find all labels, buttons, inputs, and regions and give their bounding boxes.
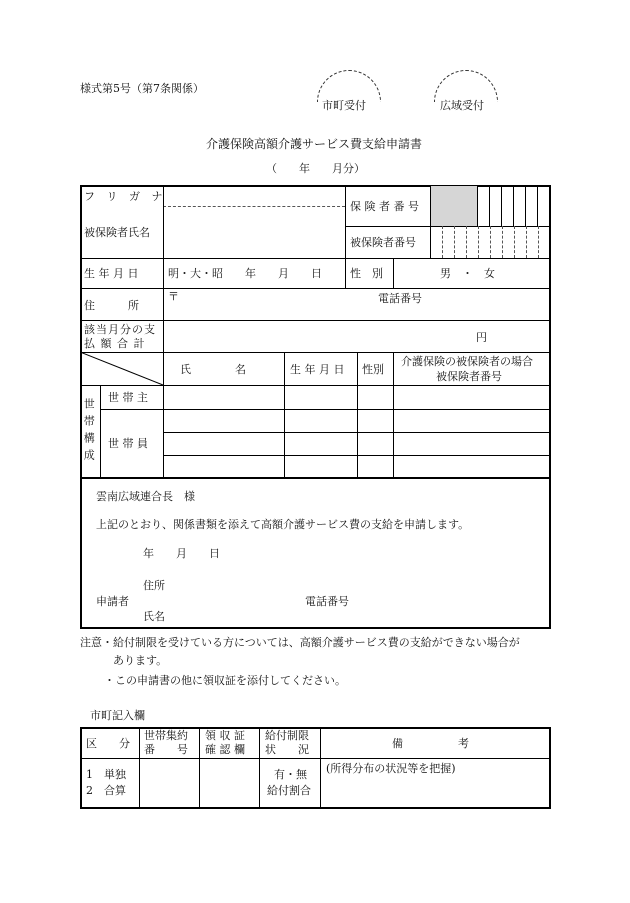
applicant-label: 申請者	[96, 595, 129, 608]
col-sex-header: 性別	[362, 363, 384, 376]
insurer-number-label: 保 険 者 番 号	[350, 200, 419, 213]
birthdate-value: 明・大・昭 年 月 日	[168, 267, 322, 280]
office-category-1: 1 単独	[86, 768, 126, 781]
birthdate-label: 生 年 月 日	[84, 267, 139, 280]
application-statement: 上記のとおり、関係書類を添えて高額介護サービス費の支給を申請します。	[96, 518, 470, 531]
note-1a: 注意・給付制限を受けている方については、高額介護サービス費の支給ができない場合が	[80, 636, 520, 649]
note-2: ・この申請書の他に領収証を添付してください。	[104, 674, 346, 687]
applicant-phone-label: 電話番号	[305, 595, 349, 608]
phone-label: 電話番号	[378, 292, 422, 305]
applicant-address-label: 住所	[143, 579, 165, 592]
office-col-limit-2: 状 況	[265, 743, 309, 756]
applicant-name-label: 氏名	[143, 610, 165, 623]
office-col-limit-1: 給付制限	[265, 729, 309, 742]
office-remarks-value: (所得分布の状況等を把握)	[326, 762, 456, 775]
office-col-category: 区 分	[86, 737, 130, 750]
address-label: 住 所	[84, 299, 139, 312]
office-limit-value-2: 給付割合	[267, 784, 311, 797]
stamp-city-label: 市町受付	[322, 99, 366, 112]
office-col-remarks: 備 考	[392, 737, 469, 750]
office-col-household-1: 世帯集約	[144, 729, 188, 742]
postal-mark: 〒	[168, 290, 179, 303]
payment-label-1: 該当月分の支	[84, 323, 156, 336]
form-number: 様式第5号（第7条関係）	[80, 82, 204, 95]
sex-value: 男 ・ 女	[440, 267, 495, 280]
diagonal-line	[80, 352, 164, 386]
furigana-label: フ リ ガ ナ	[84, 190, 167, 203]
office-col-receipt-1: 領 収 証	[205, 729, 245, 742]
office-section-title: 市町記入欄	[90, 709, 145, 722]
office-limit-value-1: 有・無	[274, 768, 307, 781]
col-birth-header: 生 年 月 日	[290, 363, 345, 376]
household-label: 世帯構成	[82, 398, 96, 466]
insured-number-label: 被保険者番号	[350, 236, 416, 249]
household-member-label: 世 帯 員	[108, 437, 148, 450]
application-date: 年 月 日	[143, 547, 220, 560]
insurer-number-shaded	[431, 186, 477, 226]
stamp-wide-label: 広域受付	[440, 99, 484, 112]
col-name-header: 氏 名	[180, 363, 246, 376]
period-label: （ 年 月分）	[266, 162, 365, 175]
office-col-receipt-2: 確 認 欄	[205, 743, 245, 756]
col-number-header-1: 介護保険の被保険者の場合	[401, 355, 533, 368]
col-number-header-2: 被保険者番号	[436, 370, 502, 383]
note-1b: あります。	[113, 654, 168, 667]
yen-label: 円	[476, 331, 487, 344]
addressee: 雲南広域連合長 様	[96, 490, 195, 503]
insured-name-label: 被保険者氏名	[84, 226, 150, 239]
sex-label: 性 別	[350, 267, 383, 280]
office-category-2: 2 合算	[86, 784, 126, 797]
household-head-label: 世 帯 主	[108, 391, 148, 404]
office-col-household-2: 番 号	[144, 743, 188, 756]
payment-label-2: 払 額 合 計	[84, 337, 146, 350]
form-title: 介護保険高額介護サービス費支給申請書	[206, 137, 423, 151]
